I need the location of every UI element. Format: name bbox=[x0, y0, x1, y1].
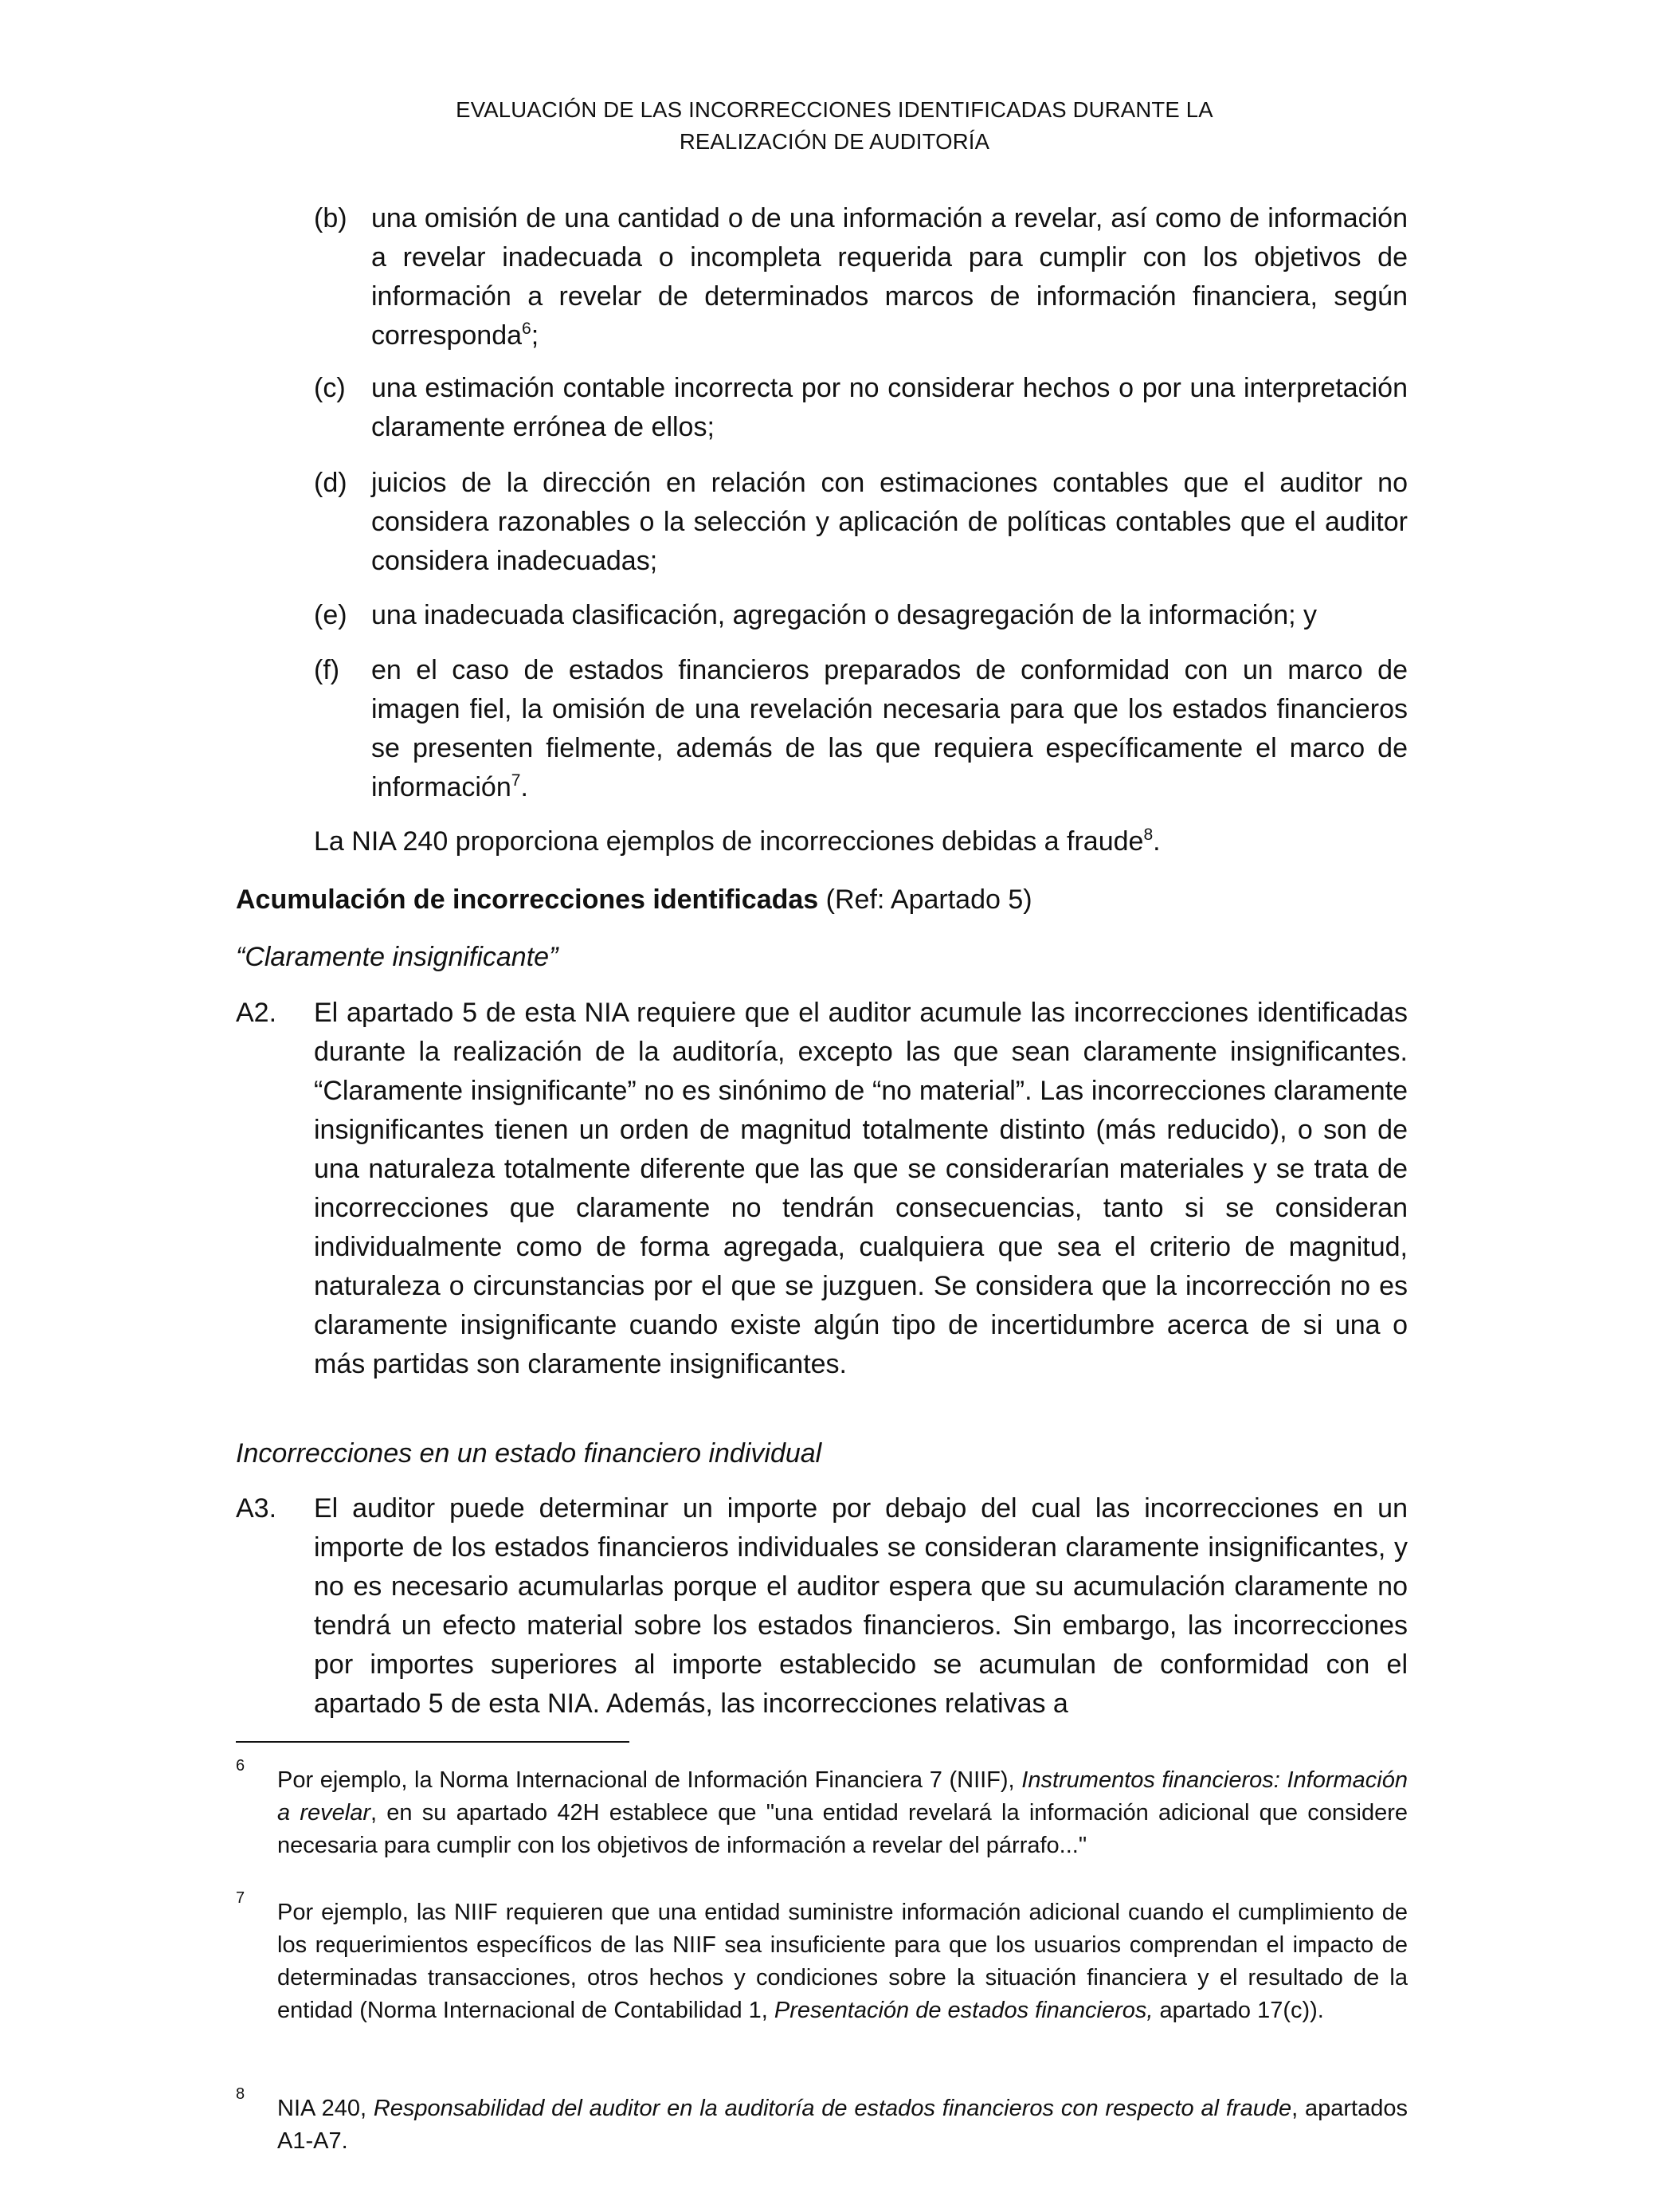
paragraph-text: El apartado 5 de esta NIA requiere que el auditor acumule las incorrecciones identificadas durante la realización de la auditoría, excepto las que sean claramente insignificantes. “Claramente insignificante” no es sinónimo de “no material”. Las incorrecciones claramente insignificantes tienen un orden de magnitud totalmente distinto (más reducido), o son de una naturaleza totalmente diferente que las que se considerarían materiales y se trata de incorrecciones que claramente no tendrán consecuencias, tanto si se consideran individualmente como de forma agregada, cualquiera que sea el criterio de magnitud, naturaleza o circunstancias por el que se juzguen. Se considera que la incorrección no es claramente insignificante cuando existe algún tipo de incertidumbre acerca de si una o más partidas son claramente insignificantes. bbox=[314, 998, 1408, 1379]
footnote-text: NIA 240, Responsabilidad del auditor en la auditoría de estados financieros con respecto al fraude, apartados A1-A7. bbox=[277, 2096, 1408, 2154]
footnote-6 bbox=[236, 1757, 1408, 1862]
paragraph-text: El auditor puede determinar un importe por debajo del cual las incorrecciones en un importe de los estados financieros individuales se consideran claramente insignificantes, y no es necesario acumularlas porque el auditor espera que su acumulación claramente no tendrá un efecto material sobre los estados financieros. Sin embargo, las incorrecciones por importes superiores al importe establecido se acumulan de conformidad con el apartado 5 de esta NIA. Además, las incorrecciones relativas a bbox=[314, 1493, 1408, 1719]
nia-240-note: La NIA 240 proporciona ejemplos de incorrecciones debidas a fraude$^8$. bbox=[314, 825, 1161, 857]
list-text: una omisión de una cantidad o de una información a revelar, así como de información a revelar inadecuada o incompleta requerida para cumplir con los objetivos de información a revelar de determinados marcos de información financiera, según corresponda$^6$; bbox=[371, 203, 1408, 351]
list-text: en el caso de estados financieros preparados de conformidad con un marco de imagen fiel, la omisión de una revelación necesaria para que los estados financieros se presenten fielmente, además de las que requiera específicamente el marco de información$^7$. bbox=[371, 655, 1408, 802]
footnote-ref-6[interactable]: 6 bbox=[522, 319, 531, 338]
footnote-number: 6 bbox=[236, 1757, 245, 1775]
list-item-e bbox=[314, 596, 1408, 635]
list-item-f bbox=[314, 651, 1408, 807]
footnote-number: 8 bbox=[236, 2085, 245, 2103]
section-heading bbox=[236, 880, 1431, 920]
subheading-claramente-insignificante: “Claramente insignificante” bbox=[236, 942, 558, 972]
list-label: (d) bbox=[314, 468, 347, 498]
paragraph-a3 bbox=[236, 1489, 1408, 1724]
list-item-c bbox=[314, 369, 1408, 447]
list-label: (f) bbox=[314, 655, 340, 685]
footnote-text: Por ejemplo, las NIIF requieren que una entidad suministre información adicional cuando el cumplimiento de los requerimientos específicos de las NIIF sea insuficiente para que los usuarios comprendan el impacto de determinadas transacciones, otros hechos y condiciones sobre la situación financiera y el resultado de la entidad (Norma Internacional de Contabilidad 1, Presentación de estados financieros, apartado 17(c)). bbox=[277, 1900, 1408, 2023]
paragraph-a2 bbox=[236, 994, 1408, 1384]
paragraph-label: A2. bbox=[236, 998, 277, 1028]
header-line-2: REALIZACIÓN DE AUDITORÍA bbox=[679, 129, 990, 154]
footnote-7 bbox=[236, 1889, 1408, 2027]
subheading-estado-financiero-individual: Incorrecciones en un estado financiero individual bbox=[236, 1438, 822, 1469]
list-label: (b) bbox=[314, 203, 347, 233]
footnote-number: 7 bbox=[236, 1889, 245, 1907]
section-heading-title: Acumulación de incorrecciones identificadas bbox=[236, 884, 819, 915]
list-label: (e) bbox=[314, 600, 347, 630]
list-text: juicios de la dirección en relación con estimaciones contables que el auditor no considera razonables o la selección y aplicación de políticas contables que el auditor considera inadecuadas; bbox=[371, 468, 1408, 576]
list-label: (c) bbox=[314, 373, 346, 403]
footnote-text: Por ejemplo, la Norma Internacional de Información Financiera 7 (NIIF), Instrumentos financieros: Información a revelar, en su apartado 42H establece que "una entidad revelará la información adicional que considere necesaria para cumplir con los objetivos de información a revelar del párrafo..." bbox=[277, 1767, 1408, 1858]
list-text: una estimación contable incorrecta por no considerar hechos o por una interpretación claramente errónea de ellos; bbox=[371, 373, 1408, 442]
footnote-separator bbox=[236, 1741, 629, 1743]
list-item-d bbox=[314, 464, 1408, 581]
header-line-1: EVALUACIÓN DE LAS INCORRECCIONES IDENTIFICADAS DURANTE LA bbox=[456, 97, 1213, 122]
running-header bbox=[0, 94, 1669, 158]
section-heading-ref: (Ref: Apartado 5) bbox=[825, 884, 1032, 915]
list-text: una inadecuada clasificación, agregación o desagregación de la información; y bbox=[371, 600, 1317, 630]
list-item-b bbox=[314, 199, 1408, 355]
paragraph-label: A3. bbox=[236, 1493, 277, 1524]
footnote-ref-8[interactable]: 8 bbox=[1143, 825, 1154, 844]
footnote-8 bbox=[236, 2085, 1408, 2158]
footnote-ref-7[interactable]: 7 bbox=[511, 771, 521, 790]
